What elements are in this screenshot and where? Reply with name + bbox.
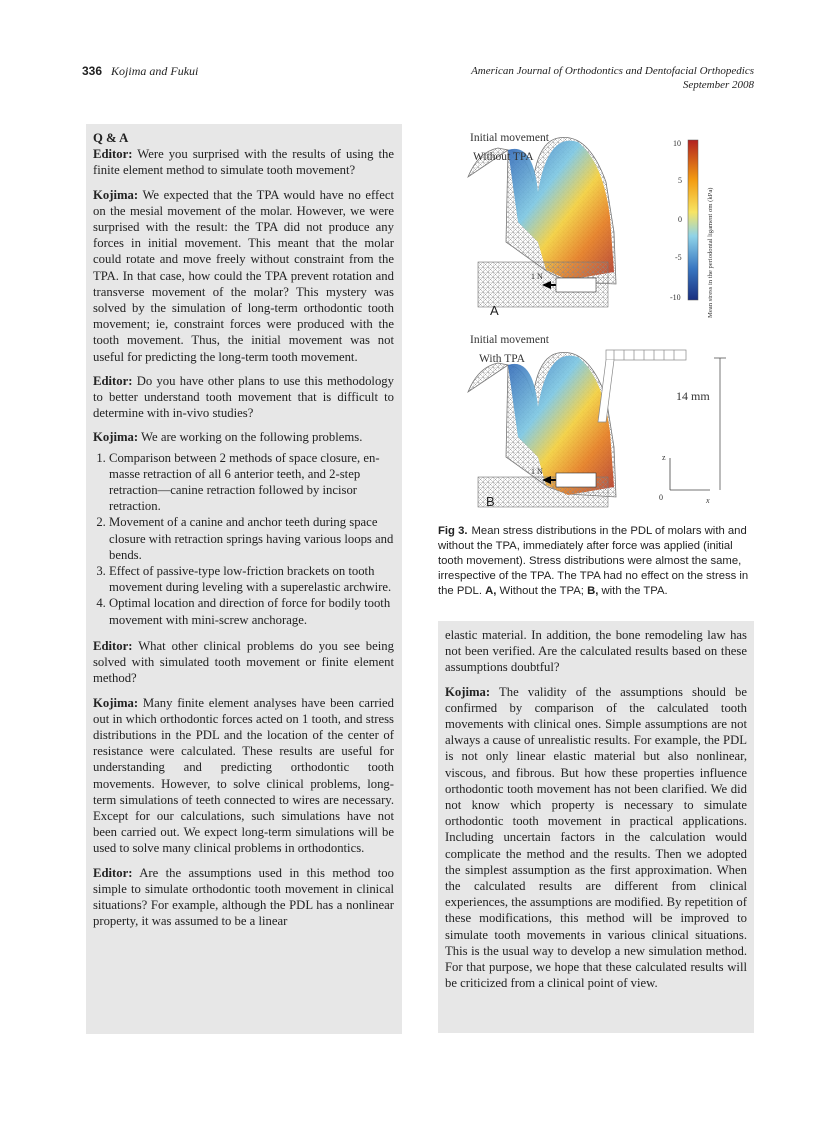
qa-paragraph: elastic material. In addition, the bone remodeling law has not been verified. Are the calculated results based on these assumptions doubtful? bbox=[445, 628, 747, 675]
panel-a bbox=[468, 132, 714, 318]
qa-paragraph bbox=[93, 187, 394, 365]
colorbar-label: Mean stress in the periodontal ligament σm (kPa) bbox=[707, 187, 714, 318]
qa-heading: Q & A bbox=[93, 131, 129, 145]
panel-b bbox=[468, 334, 726, 509]
colorbar-tick: -5 bbox=[675, 253, 682, 262]
list-item: 2. Movement of a canine and anchor teeth during space closure with retraction springs having various loops and bends. bbox=[109, 514, 394, 563]
journal-title: American Journal of Orthodontics and Dentofacial Orthopedics bbox=[471, 65, 754, 77]
axis-origin-label: 0 bbox=[659, 493, 663, 502]
speaker-label: Editor: bbox=[93, 638, 133, 653]
figure-caption bbox=[438, 524, 756, 599]
colorbar-tick: 5 bbox=[678, 176, 682, 185]
journal-issue: September 2008 bbox=[682, 79, 754, 91]
speaker-label: Editor: bbox=[93, 147, 133, 162]
qa-paragraph bbox=[93, 373, 394, 422]
running-authors: Kojima and Fukui bbox=[111, 64, 199, 78]
panel-b-line1: Initial movement bbox=[470, 334, 549, 346]
problem-list bbox=[93, 450, 394, 628]
page-number: 336 bbox=[82, 64, 103, 78]
running-header-right bbox=[471, 64, 754, 92]
dimension-label: 14 mm bbox=[676, 389, 710, 403]
caption-b-text: with the TPA. bbox=[598, 585, 668, 597]
speaker-label: Kojima: bbox=[93, 695, 139, 710]
colorbar bbox=[688, 140, 698, 300]
panel-a-line1: Initial movement bbox=[470, 132, 549, 144]
caption-label: Fig 3. bbox=[438, 525, 468, 537]
qa-text: Do you have other plans to use this methodology to better understand tooth movement that is difficult to determine with in-vivo studies? bbox=[93, 373, 394, 421]
force-label-b: 1 N bbox=[531, 467, 543, 476]
qa-text: Many finite element analyses have been carried out in which orthodontic forces acted on 1 tooth, and stress distributions in the PDL and the location of the center of resistance were calculated. These results are useful for understanding and predicting orthodontic tooth movements. However, to solve clinical problems, long-term simulations of teeth connected to wires are necessary. Except for our calculations, such simulations have not been carried out. We expect long-term simulations will be used to solve many clinical problems in orthodontics. bbox=[93, 695, 394, 856]
force-box-a bbox=[556, 278, 596, 292]
colorbar-tick: 10 bbox=[673, 139, 681, 148]
qa-paragraph bbox=[93, 146, 394, 178]
qa-text: We are working on the following problems. bbox=[138, 430, 363, 445]
qa-paragraph bbox=[93, 695, 394, 857]
colorbar-tick: -10 bbox=[670, 293, 681, 302]
qa-text: We expected that the TPA would have no effect on the mesial movement of the molar. However, we were surprised with the result: the TPA did not produce any forces in initial movement. This meant that the molar could rotate and move freely without constraint from the TPA. In that case, how could the TPA prevent rotation and transverse movement of the molar? This mystery was solved by the simulation of long-term orthodontic tooth movement; ie, constraint forces were produced with the tooth movement. Thus, the initial movement was not useful for predicting the long-term tooth movement. bbox=[93, 187, 394, 364]
qa-paragraph bbox=[93, 638, 394, 687]
qa-text: The validity of the assumptions should be confirmed by comparison of the calculated tooth movements with clinical ones. Simple assumptions are not always a cause of unrealistic results. For example, the PDL is not only linear elastic material but also nonlinear, viscous, and fibrous. But how these properties influence orthodontic tooth movement has not been clarified. We did not know which property is necessary to simulate orthodontic tooth movement in practical applications. Including uncertain factors in the calculation would complicate the method and the results. Then we adopted the simplest assumption as the first approximation. When the calculated results are different from clinical experiences, the assumptions are modified. By repetition of these modifications, this method will be improved to simulate tooth movements in various clinical situations. This is the usual way to develop a new simulation method. For that purpose, we hope that these calculated results will be criticized from a clinical point of view. bbox=[445, 684, 747, 991]
running-header-left bbox=[82, 64, 198, 79]
speaker-label: Editor: bbox=[93, 373, 133, 388]
caption-a-text: Without the TPA; bbox=[496, 585, 584, 597]
caption-text: Mean stress distributions in the PDL of molars with and without the TPA, immediately after force was applied (initial tooth movement). Stress distributions were almost the same, irrespective of the TPA. The TPA had no effect on the stress in the PDL. bbox=[438, 525, 749, 597]
qa-paragraph bbox=[445, 684, 747, 992]
qa-text: What other clinical problems do you see being solved with simulated tooth movement or finite element method? bbox=[93, 638, 394, 686]
speaker-label: Kojima: bbox=[93, 187, 139, 202]
axis-z-label: z bbox=[662, 453, 666, 462]
tpa-wire bbox=[598, 350, 686, 422]
colorbar-tick: 0 bbox=[678, 215, 682, 224]
speaker-label: Kojima: bbox=[93, 430, 139, 445]
qa-paragraph bbox=[93, 429, 394, 445]
qa-text: Were you surprised with the results of using the finite element method to simulate tooth movement? bbox=[93, 147, 394, 178]
panel-a-line2: Without TPA bbox=[473, 151, 534, 163]
force-label-a: 1 N bbox=[531, 272, 543, 281]
list-item: 4. Optimal location and direction of force for bodily tooth movement with mini-screw anchorage. bbox=[109, 595, 394, 627]
qa-paragraph bbox=[93, 865, 394, 930]
qa-text: Are the assumptions used in this method too simple to simulate orthodontic tooth movement in clinical situations? For example, although the PDL has a nonlinear property, it was assumed to be a linear bbox=[93, 865, 394, 929]
qa-box-right bbox=[438, 621, 754, 1033]
axis-x-label: x bbox=[706, 496, 710, 505]
list-item: 1. Comparison between 2 methods of space closure, en-masse retraction of all 6 anterior teeth, and 2-step retraction—canine retraction followed by incisor retraction. bbox=[109, 450, 394, 515]
figure-3-stress-distribution bbox=[438, 122, 754, 514]
speaker-label: Kojima: bbox=[445, 684, 491, 699]
caption-b-label: B, bbox=[587, 585, 599, 597]
caption-a-label: A, bbox=[485, 585, 497, 597]
panel-b-letter: B bbox=[486, 494, 495, 509]
panel-b-line2: With TPA bbox=[479, 353, 525, 365]
panel-a-letter: A bbox=[490, 303, 499, 318]
qa-box-left bbox=[86, 124, 402, 1034]
list-item: 3. Effect of passive-type low-friction brackets on tooth movement during leveling with a superelastic archwire. bbox=[109, 563, 394, 595]
force-box-b bbox=[556, 473, 596, 487]
speaker-label: Editor: bbox=[93, 865, 133, 880]
